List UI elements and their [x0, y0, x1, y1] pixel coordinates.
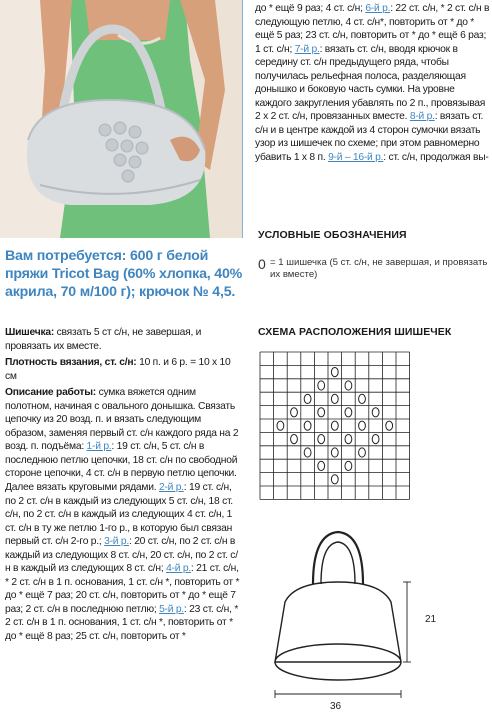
right-text-5: : ст. с/н, продолжая вы- — [383, 152, 489, 164]
bump-mark — [318, 408, 325, 417]
right-text-1: до * ещё 9 раз; 4 ст. с/н; — [255, 3, 366, 14]
bump-mark — [359, 448, 366, 457]
bump-mark — [331, 368, 338, 377]
bump-mark — [291, 408, 298, 417]
row-6-label: 6-й р. — [365, 3, 391, 14]
row-7-label: 7-й р. — [294, 43, 320, 55]
width-label: 36 — [330, 701, 342, 712]
bag-photo-illustration — [0, 0, 242, 238]
right-text-2: : 22 ст. с/н, * 2 ст. с/н в следующую петлю, 4 ст. с/н*, повторить от * до * ещё 5 раз; 23 ст. с/н, повторить от * до * ещё 6 раз; 1 ст. с/н; — [255, 3, 490, 55]
row-5-text: : 23 ст. с/н, * 2 ст. с/н в 1 п. основания, 1 ст. с/н *, повторить от * до * ещё 8 раз; 25 ст. с/н, повторить от * — [5, 603, 239, 643]
bag-photo — [0, 0, 242, 238]
materials-intro — [5, 247, 243, 301]
description-text: сумка вяжется одним полотном, начиная с овального донышка. Связать цепочку из 20 возд. п. и вязать следующим образом, заменяя первый ст. с/н каждого ряда на 2 возд. п. подъёма: — [5, 387, 239, 453]
row-8-label: 8-й р. — [409, 111, 435, 123]
height-label: 21 — [425, 614, 437, 625]
row-2-text: : 19 ст. с/н, по 2 ст. с/н в каждый из следующих 5 ст. с/н, 18 ст. с/н, по 2 ст. с/н в каждый из следующих 4 ст. с/н, 1 ст. с/н в ту же петлю 1-го р., в которую был связан первый ст. с/н 2-го р.; — [5, 482, 233, 548]
bump-symbol-icon: 0 — [258, 256, 266, 272]
bump-mark — [318, 435, 325, 444]
description-paragraph — [5, 386, 241, 643]
bump-mark — [304, 421, 311, 430]
bump-mark — [318, 461, 325, 470]
row-1-text: : 19 ст. с/н, 5 ст. с/н в последнюю петлю цепочки, 18 ст. с/н по свободной стороне цепочки, 4 ст. с/н в первую петлю цепочки. Далее вязать круговыми рядами. — [5, 441, 238, 494]
right-text-3: : вязать ст. с/н, вводя крючок в середину ст. с/н предыдущего ряда, чтобы получилась рельефная полоса, разделяющая донышко и боковую часть сумки. На уровне каждого закругления убавлять по 2 п., провязывая 2 х 2 ст. с/н, провязанных вместе. — [255, 43, 486, 123]
materials-label: Вам потребуется: — [5, 248, 127, 264]
row-2-label: 2-й р. — [158, 482, 184, 494]
right-column — [255, 2, 490, 165]
row-5-label: 5-й р. — [159, 603, 184, 615]
legend-text: = 1 шишечка (5 ст. с/н, не завершая, и провязать их вместе) — [270, 257, 488, 280]
bump-mark — [386, 421, 393, 430]
bag-handle-inner — [321, 542, 355, 584]
bump-mark — [291, 435, 298, 444]
bump-mark — [331, 448, 338, 457]
bump-scheme-grid — [259, 351, 411, 506]
bump-mark — [318, 381, 325, 390]
right-text-4: : вязать ст. с/н и в центре каждой из 4 сторон сумочки вязать узор из шишечек по схеме; при этом равномерно убавить 1 х 8 п. — [255, 111, 484, 164]
bump-text: связать 5 ст с/н, не завершая, и провязать их вместе. — [5, 327, 202, 352]
bump-mark — [304, 448, 311, 457]
bump-mark — [359, 394, 366, 403]
density-label: Плотность вязания, ст. с/н: — [5, 357, 137, 369]
bump-mark — [345, 435, 352, 444]
bump-mark — [331, 475, 338, 484]
description-label: Описание работы: — [5, 387, 96, 399]
bump-mark — [372, 408, 379, 417]
bump-paragraph — [5, 326, 241, 353]
row-1-label: 1-й р. — [86, 441, 112, 453]
legend-title: УСЛОВНЫЕ ОБОЗНАЧЕНИЯ — [258, 229, 407, 241]
bag-outline — [275, 582, 401, 662]
bump-mark — [345, 381, 352, 390]
bump-mark — [331, 421, 338, 430]
bump-label: Шишечка: — [5, 327, 55, 338]
row-3-label: 3-й р. — [104, 536, 129, 548]
row-4-label: 4-й р. — [166, 563, 191, 575]
row-3-text: : 20 ст. с/н, по 2 ст. с/н в каждый из следующих 8 ст. с/н, 20 ст. с/н, по 2 ст. с/н в каждый из следующих 8 ст. с/н; — [5, 536, 238, 575]
bump-mark — [277, 421, 284, 430]
bump-mark — [331, 394, 338, 403]
bump-mark — [345, 461, 352, 470]
rows-9-16-label: 9-й – 16-й р. — [328, 152, 384, 164]
density-text: 10 п. и 6 р. = 10 х 10 см — [5, 357, 231, 382]
bump-mark — [359, 421, 366, 430]
bump-mark — [345, 408, 352, 417]
bump-mark — [372, 435, 379, 444]
row-4-text: : 21 ст. с/н, * 2 ст. с/н в 1 п. основания, 1 ст. с/н *, повторить от * до * ещё 7 раз; 20 ст. с/н, повторить от * до * ещё 7 раз; 2 ст. с/н в последнюю петлю; — [5, 563, 240, 615]
left-column — [5, 326, 241, 647]
scheme-title: СХЕМА РАСПОЛОЖЕНИЯ ШИШЕЧЕК — [258, 326, 452, 338]
photo-divider — [242, 0, 243, 238]
bump-scheme-svg — [259, 351, 411, 501]
density-paragraph — [5, 356, 241, 383]
materials-text: 600 г белой пряжи Tricot Bag (60% хлопка, 40% акрила, 70 м/100 г); крючок № 4,5. — [5, 248, 243, 300]
bump-mark — [304, 394, 311, 403]
